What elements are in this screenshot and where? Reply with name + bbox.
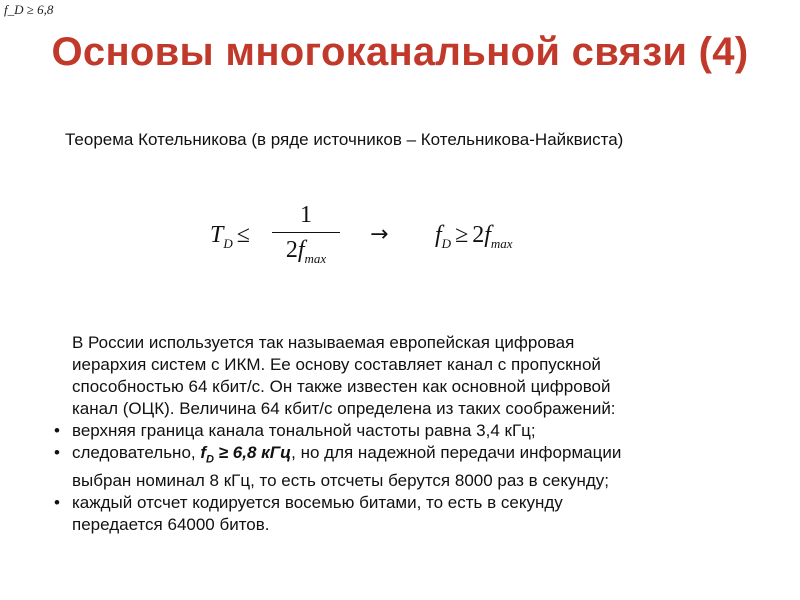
formula-right: $f_D \ge 2f_{max}$ — [435, 222, 513, 251]
fraction-bar — [272, 232, 340, 233]
formula-leq: ≤ — [236, 222, 250, 248]
page-title: Основы многоканальной связи (4) — [51, 30, 749, 74]
right-arrow-icon: → — [370, 222, 389, 247]
kotelnikov-formula — [210, 200, 590, 280]
subtitle: Теорема Котельникова (в ряде источников – Котельникова-Найквиста) — [65, 130, 624, 149]
bullet-icon: • — [54, 443, 60, 462]
bullet-icon: • — [54, 421, 60, 440]
intro-line: способностью 64 кбит/с. Он также известен как основной цифровой — [72, 377, 611, 396]
corner-formula: f_D ≥ 6,8 — [4, 2, 54, 17]
bullet-continuation: передается 64000 битов. — [72, 515, 270, 535]
intro-line: В России используется так называемая европейская цифровая — [72, 333, 575, 352]
bullet-item — [52, 420, 752, 442]
intro-line: канал (ОЦК). Величина 64 кбит/с определена из таких соображений: — [72, 399, 616, 418]
formula-left-var: T — [210, 222, 224, 248]
formula-fraction — [272, 200, 340, 274]
formula-numerator: 1 — [300, 202, 312, 228]
bullet-text: верхняя граница канала тональной частоты равна 3,4 кГц; — [72, 421, 536, 440]
formula-left-sub: D — [223, 235, 233, 251]
bullet-item — [52, 492, 752, 514]
bullet-continuation: выбран номинал 8 кГц, то есть отсчеты берутся 8000 раз в секунду; — [72, 471, 610, 491]
bullet-icon: • — [54, 493, 60, 513]
body-text — [52, 332, 752, 536]
bullet-text: следовательно, — [72, 443, 201, 462]
formula-left — [210, 222, 250, 252]
bullet-text: каждый отсчет кодируется восемью битами, то есть в секунду — [72, 493, 563, 513]
formula-denominator: $2f_{max}$ — [285, 237, 327, 266]
highlight-fd: $f_D \ge 6,8$ кГц — [200, 443, 292, 466]
bullet-text: , но для надежной передачи информации — [291, 443, 622, 462]
intro-line: иерархия систем с ИКМ. Ее основу составляет канал с пропускной — [72, 355, 601, 374]
bullet-item — [52, 442, 752, 470]
